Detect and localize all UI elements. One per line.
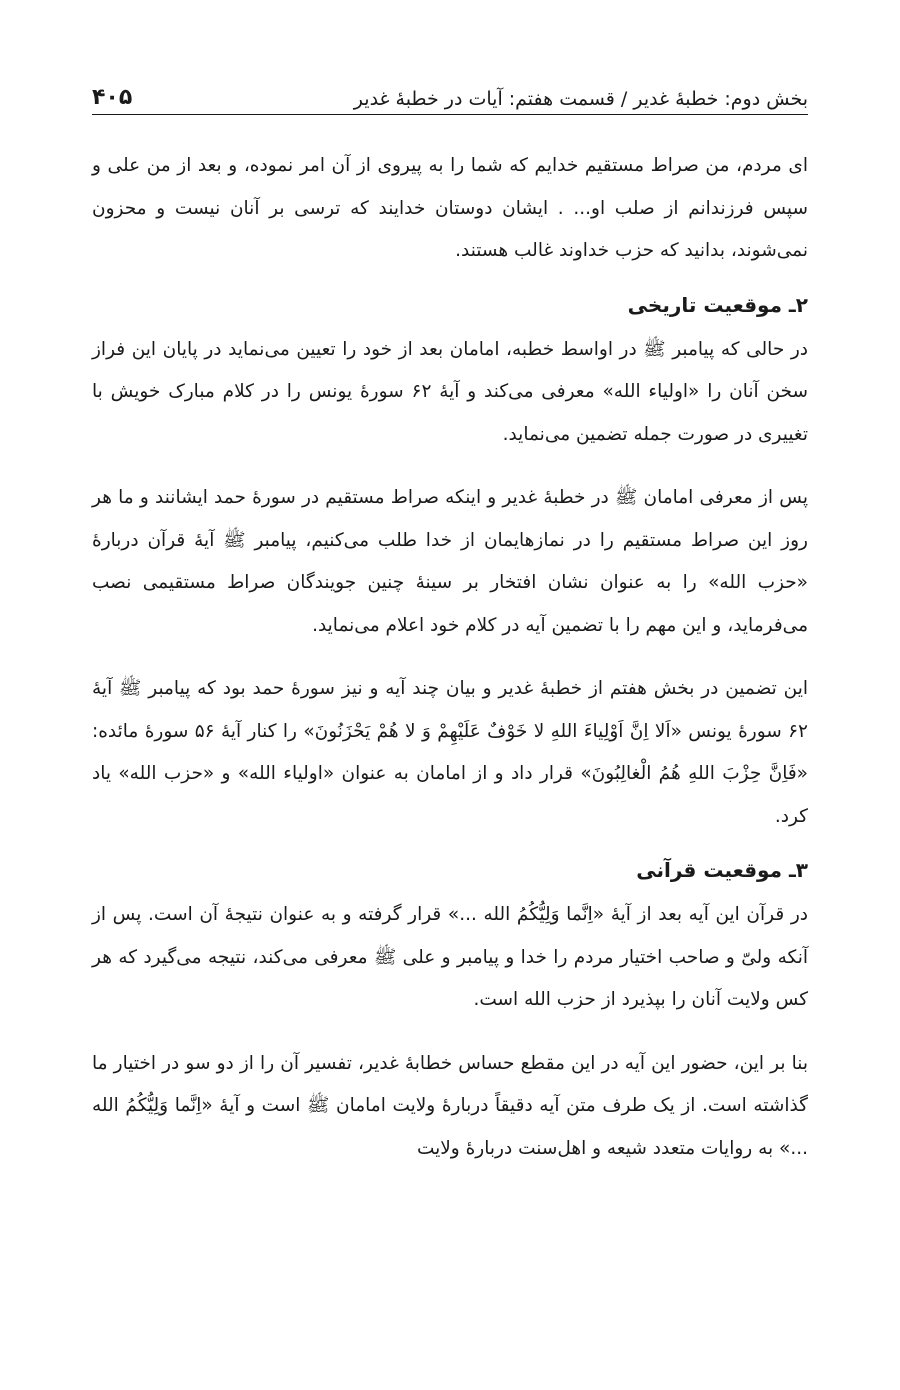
paragraph-quranic-2: بنا بر این، حضور این آیه در این مقطع حساس خطابهٔ غدیر، تفسیر آن را از دو سو در اختیار ما گذاشته است. از یک طرف متن آیه دقیقاً دربارهٔ ولایت امامان ﷺ است و آیهٔ «اِنَّما وَلِیُّکُمُ الله ...» به روایات متعدد شیعه و اهل‌سنت دربارهٔ ولایت — [92, 1052, 808, 1159]
page-number: ۴۰۵ — [92, 85, 133, 110]
paragraph-historical-3: این تضمین در بخش هفتم از خطبهٔ غدیر و بیان چند آیه و نیز سورهٔ حمد بود که پیامبر ﷺ آیهٔ ۶۲ سورهٔ یونس «اَلا اِنَّ اَوْلِیاءَ اللهِ لا خَوْفٌ عَلَیْهِمْ وَ لا هُمْ یَحْزَنُونَ» را کنار آیهٔ ۵۶ سورهٔ مائده: «فَاِنَّ حِزْبَ اللهِ هُمُ الْغالِبُونَ» قرار داد و از امامان به عنوان «اولیاء الله» و «حزب الله» یاد کرد. — [92, 678, 808, 827]
section-heading-historical-position: ۲ـ موقعیت تاریخی — [627, 292, 808, 317]
paragraph-historical-2: پس از معرفی امامان ﷺ در خطبهٔ غدیر و اینکه صراط مستقیم در سورهٔ حمد ایشانند و ما هر روز این صراط مستقیم را در نمازهایمان از خدا طلب می‌کنیم، پیامبر ﷺ آیهٔ قرآن دربارهٔ «حزب الله» را به عنوان نشان افتخار بر سینهٔ چنین جویندگان صراط مستقیمی نصب می‌فرماید، و این مهم را با تضمین آیه در کلام خود اعلام می‌نماید. — [92, 487, 808, 636]
running-header-title: بخش دوم: خطبهٔ غدیر / قسمت هفتم: آیات در خطبهٔ غدیر — [353, 88, 808, 110]
paragraph-quote-sermon: ای مردم، من صراط مستقیم خدایم که شما را به پیروی از آن امر نموده، و بعد از من علی و سپس فرزندانم از صلب او... . ایشان دوستان خدایند که ترسی بر آنان نیست و محزون نمی‌شوند، بدانید که حزب خداوند غالب هستند. — [92, 155, 808, 261]
paragraph-quranic-1: در قرآن این آیه بعد از آیهٔ «اِنَّما وَلِیُّکُمُ الله ...» قرار گرفته و به عنوان نتیجهٔ آن است. پس از آنکه ولیّ و صاحب اختیار مردم را خدا و پیامبر و علی ﷺ معرفی می‌کند، نتیجه می‌گیرد که هر کس ولایت آنان را بپذیرد از حزب الله است. — [92, 904, 808, 1010]
page-body — [92, 145, 808, 1170]
running-header — [92, 70, 808, 115]
section-heading-quranic-position: ۳ـ موقعیت قرآنی — [636, 858, 808, 882]
book-page — [92, 70, 808, 1191]
paragraph-historical-1: در حالی که پیامبر ﷺ در اواسط خطبه، امامان بعد از خود را تعیین می‌نماید در پایان این فراز سخن آنان را «اولیاء الله» معرفی می‌کند و آیهٔ ۶۲ سورهٔ یونس را در کلام مبارک خویش با تغییری در صورت جمله تضمین می‌نماید. — [92, 338, 808, 445]
